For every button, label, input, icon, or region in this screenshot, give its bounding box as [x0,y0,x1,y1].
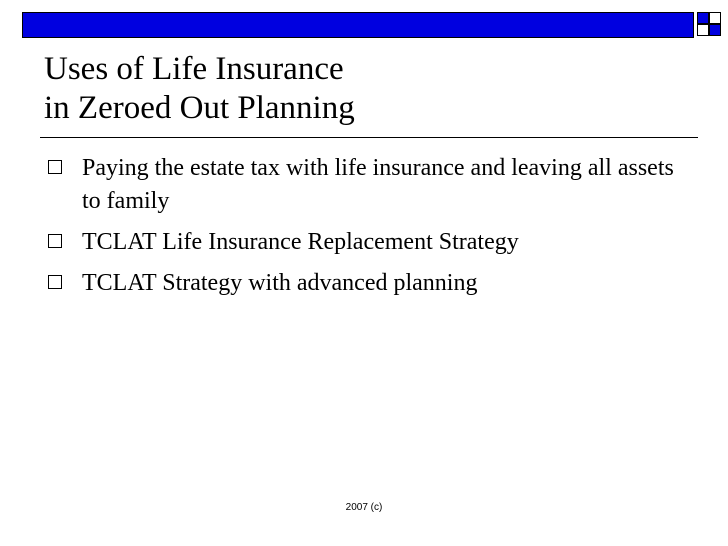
slide-title-line-2: in Zeroed Out Planning [44,90,355,126]
bullet-text: TCLAT Life Insurance Replacement Strategy [82,229,519,255]
bullet-list [44,152,684,308]
square-bullet-icon [48,275,62,289]
slide-title-line-1: Uses of Life Insurance [44,51,344,87]
slide-title [44,50,355,128]
corner-square-decoration [697,24,709,36]
bullet-item [44,267,684,300]
square-bullet-icon [48,234,62,248]
bullet-item [44,152,684,218]
square-bullet-icon [48,160,62,174]
corner-square-decoration [697,12,709,24]
header-accent-bar [22,12,694,38]
corner-square-decoration [709,12,721,24]
bullet-text: TCLAT Strategy with advanced planning [82,270,478,296]
bullet-text: Paying the estate tax with life insurance and leaving all assets to family [82,155,674,214]
title-divider [40,137,698,138]
corner-square-decoration [709,24,721,36]
bullet-item [44,226,684,259]
slide-footer: 2007 (c) [345,502,383,513]
